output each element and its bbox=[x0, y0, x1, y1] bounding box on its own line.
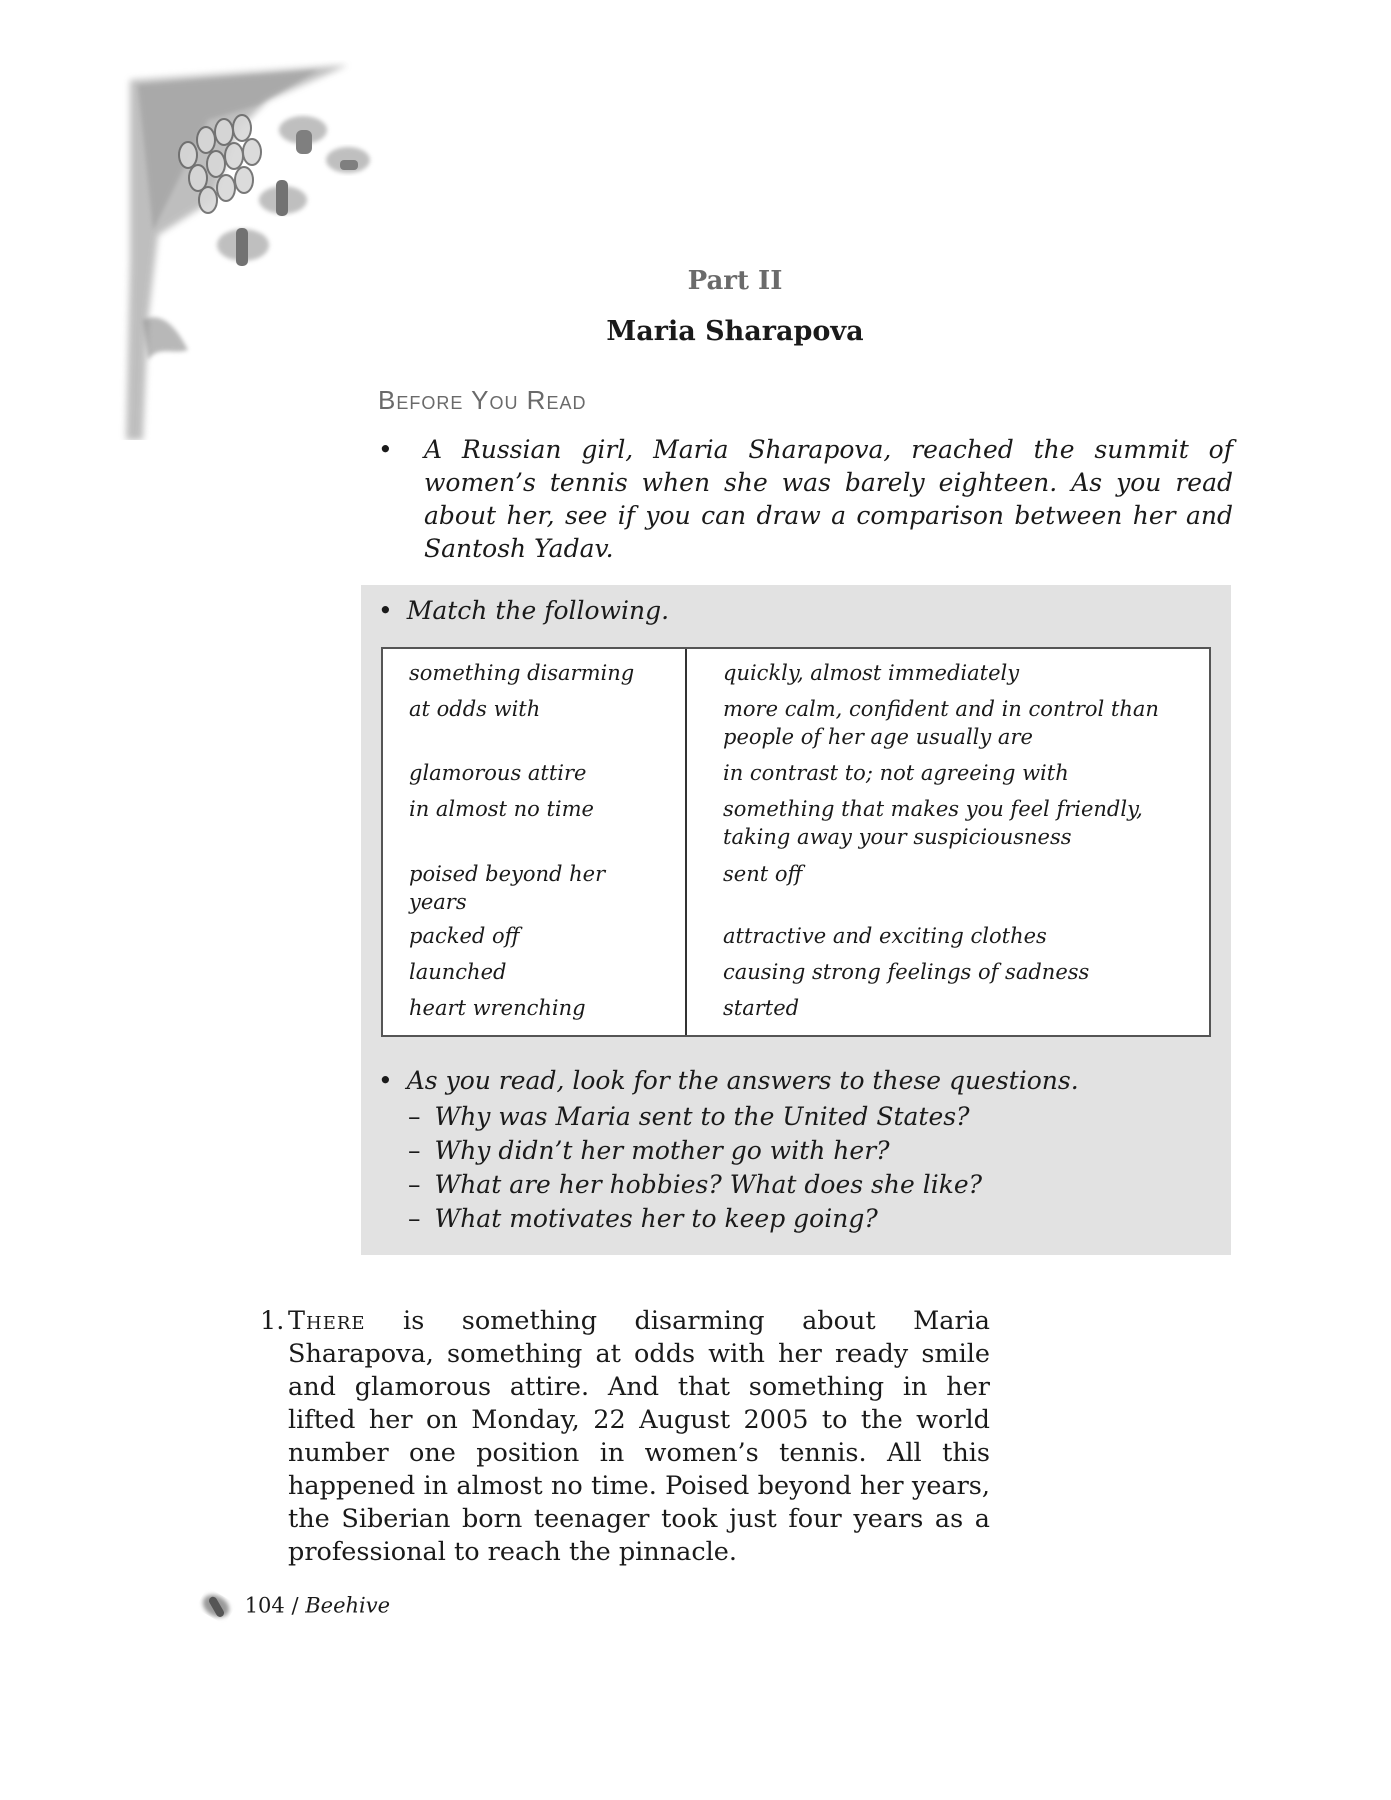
term: poised beyond her years bbox=[409, 862, 606, 914]
paragraph-1 bbox=[260, 1305, 990, 1569]
meaning: in contrast to; not agreeing with bbox=[723, 761, 1069, 785]
part-label: Part II bbox=[687, 266, 783, 296]
meaning: something that makes you feel friendly, taking away your suspiciousness bbox=[723, 797, 1143, 849]
match-table bbox=[381, 647, 1211, 1037]
question-text: What are her hobbies? What does she like? bbox=[434, 1170, 983, 1199]
term: heart wrenching bbox=[409, 996, 586, 1020]
term: glamorous attire bbox=[409, 761, 587, 785]
term: at odds with bbox=[409, 697, 541, 721]
paragraph-lead-word: There bbox=[288, 1306, 366, 1336]
term: in almost no time bbox=[409, 797, 594, 821]
meaning: started bbox=[723, 996, 800, 1020]
page-number: 104 / bbox=[244, 1593, 299, 1618]
chapter-title: Maria Sharapova bbox=[606, 316, 864, 347]
match-heading-text: Match the following. bbox=[406, 596, 670, 625]
read-heading-text: As you read, look for the answers to these questions. bbox=[406, 1066, 1079, 1095]
paragraph-number: 1. bbox=[260, 1306, 285, 1336]
read-questions-heading bbox=[378, 1066, 1079, 1095]
meaning: causing strong feelings of sadness bbox=[723, 960, 1090, 984]
intro-text: A Russian girl, Maria Sharapova, reached the summit of women’s tennis when she was barely eighteen. As you read about her, see if you can draw a comparison between her and Santosh Yadav. bbox=[424, 435, 1233, 563]
question-text: What motivates her to keep going? bbox=[434, 1204, 878, 1233]
term: launched bbox=[409, 960, 507, 984]
question-text: Why didn’t her mother go with her? bbox=[434, 1136, 890, 1165]
book-title: Beehive bbox=[305, 1593, 391, 1618]
meaning: quickly, almost immediately bbox=[723, 661, 1020, 685]
bullet-icon: • bbox=[378, 435, 393, 464]
term: something disarming bbox=[409, 661, 635, 685]
term: packed off bbox=[409, 924, 520, 948]
question-item bbox=[408, 1136, 890, 1165]
dash-icon: – bbox=[408, 1204, 421, 1233]
question-item bbox=[408, 1102, 970, 1131]
paragraph-text: is something disarming about Maria Sharapova, something at odds with her ready smile and glamorous attire. And that something in her lifted her on Monday, 22 August 2005 to the world number one position in women’s tennis. All this happened in almost no time. Poised beyond her years, the Siberian born teenager took just four years as a professional to reach the pinnacle. bbox=[288, 1306, 990, 1567]
meaning: attractive and exciting clothes bbox=[723, 924, 1047, 948]
question-item bbox=[408, 1204, 878, 1233]
question-text: Why was Maria sent to the United States? bbox=[434, 1102, 970, 1131]
bullet-icon: • bbox=[378, 596, 393, 625]
question-item bbox=[408, 1170, 982, 1199]
page-footer bbox=[198, 1586, 390, 1628]
intro-bullet-item bbox=[378, 433, 1233, 565]
dash-icon: – bbox=[408, 1170, 421, 1199]
column-divider bbox=[685, 649, 687, 1035]
bullet-icon: • bbox=[378, 1066, 393, 1095]
match-heading bbox=[378, 596, 669, 625]
dash-icon: – bbox=[408, 1102, 421, 1131]
beehive-illustration bbox=[118, 60, 398, 440]
bee-icon bbox=[198, 1586, 238, 1628]
meaning: more calm, confident and in control than people of her age usually are bbox=[723, 697, 1159, 749]
dash-icon: – bbox=[408, 1136, 421, 1165]
before-you-read-heading: Before You Read bbox=[378, 385, 587, 415]
paragraph-body bbox=[288, 1305, 990, 1569]
meaning: sent off bbox=[723, 862, 803, 886]
